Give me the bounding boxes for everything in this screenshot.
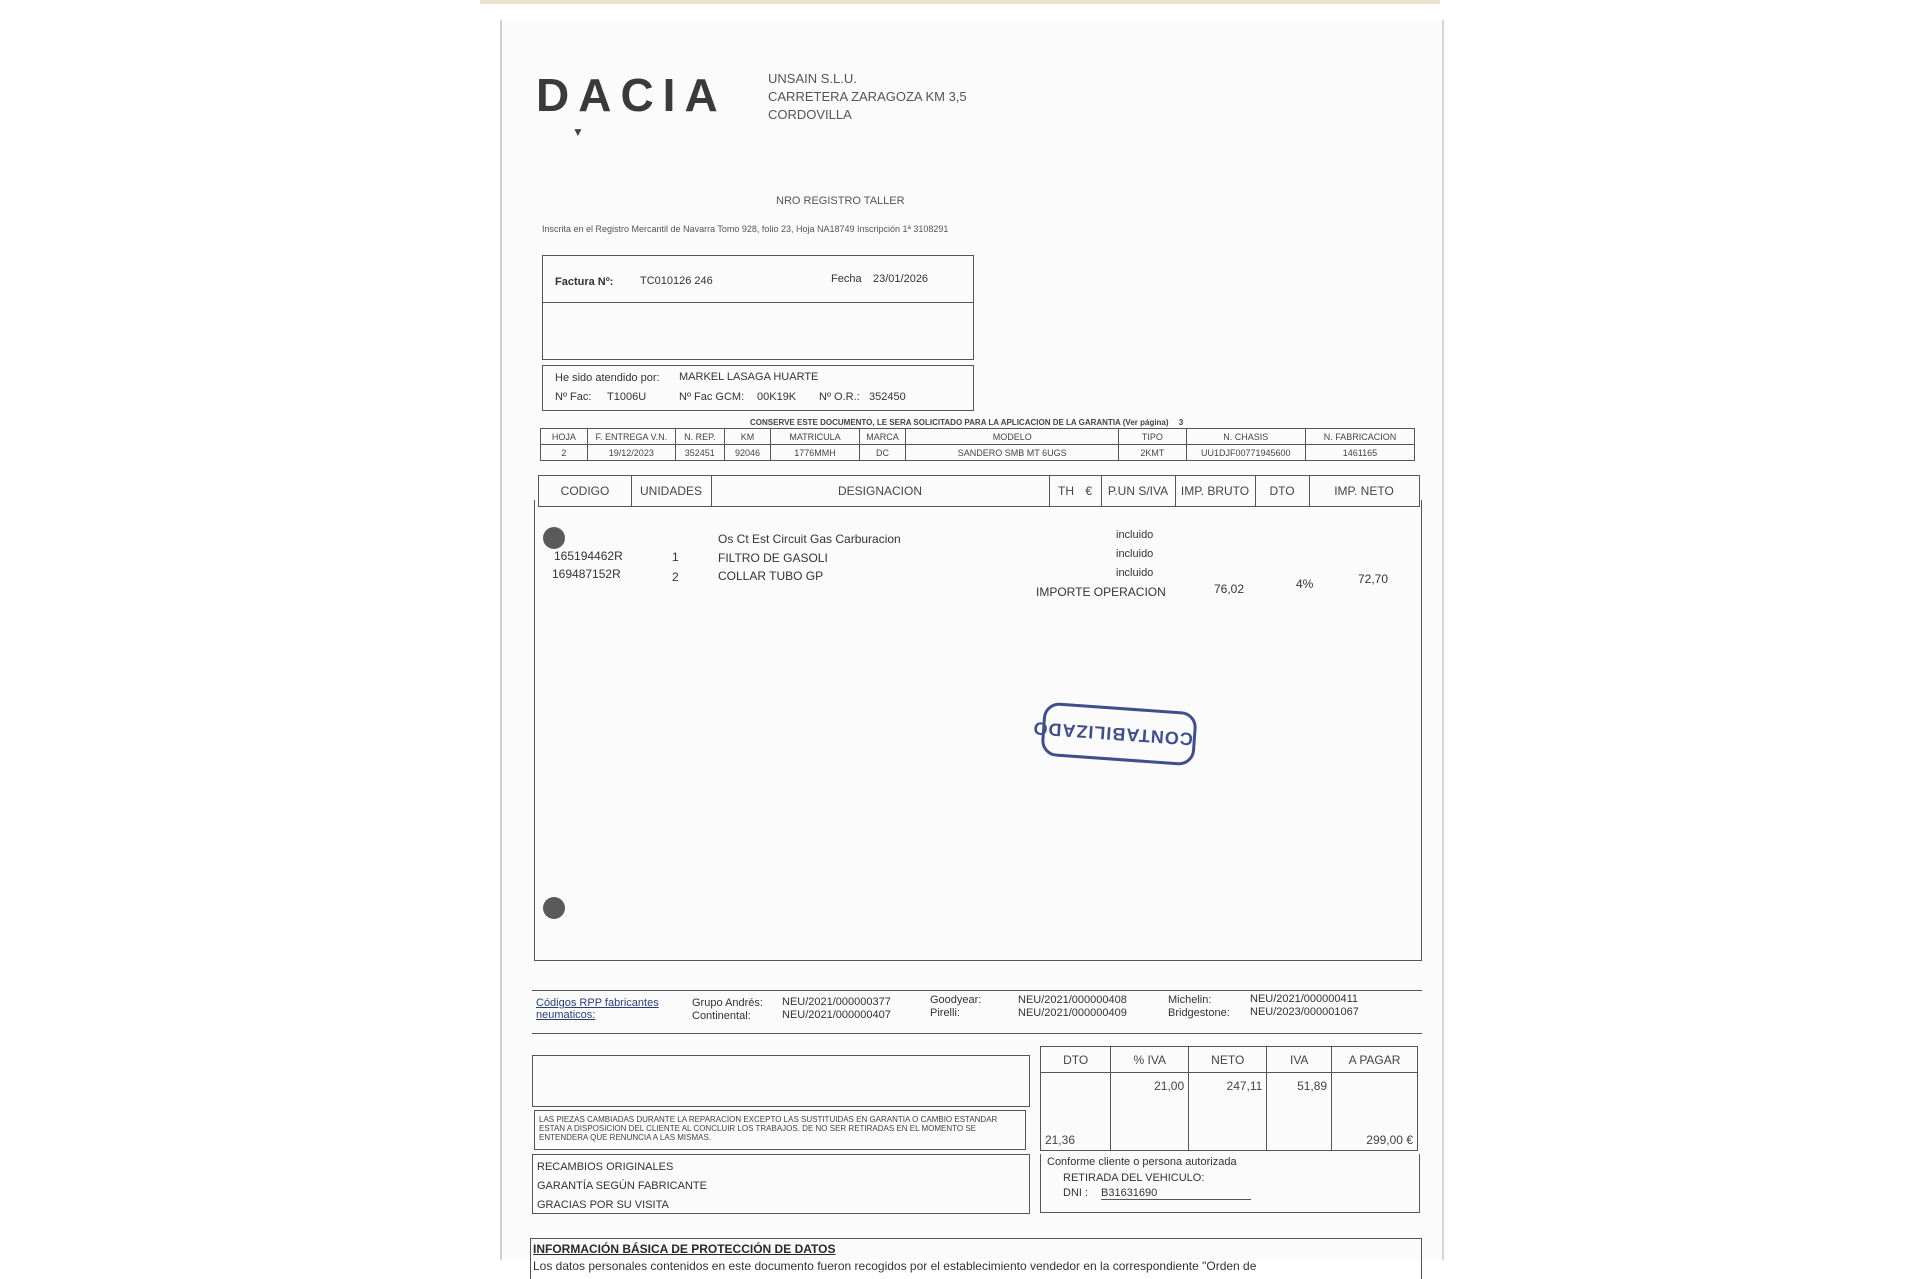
rpp-code: NEU/2021/000000407 xyxy=(782,1009,891,1021)
vehicle-cell: 92046 xyxy=(724,445,771,461)
totals-iva: 51,89 xyxy=(1267,1073,1332,1151)
dealer-address xyxy=(768,70,967,124)
col-currency: € xyxy=(1085,484,1093,498)
items-area xyxy=(534,500,1422,961)
vehicle-header-cell: HOJA xyxy=(541,429,588,445)
totals-header: % IVA xyxy=(1111,1047,1189,1073)
vehicle-cell: UU1DJF00771945600 xyxy=(1186,445,1305,461)
col-codigo: CODIGO xyxy=(539,476,632,506)
item-code: 169487152R xyxy=(552,567,621,581)
conforme-box xyxy=(1040,1154,1420,1213)
registry-title: NRO REGISTRO TALLER xyxy=(776,195,905,207)
item-units: 2 xyxy=(672,570,679,584)
address-line: CARRETERA ZARAGOZA KM 3,5 xyxy=(768,89,967,104)
rpp-code: NEU/2023/000001067 xyxy=(1250,1006,1359,1018)
customer-box xyxy=(542,302,974,360)
col-neto: IMP. NETO xyxy=(1334,484,1394,498)
totals-table xyxy=(1040,1046,1418,1151)
item-code: 165194462R xyxy=(554,549,623,563)
vehicle-header-cell: KM xyxy=(724,429,771,445)
invoice-page xyxy=(500,20,1444,1273)
conforme-dni: B31631690 xyxy=(1101,1187,1251,1200)
rpp-brand: Michelin: xyxy=(1168,994,1212,1006)
vehicle-table xyxy=(540,428,1415,461)
paper-top-edge xyxy=(480,0,1440,4)
rpp-title: Códigos RPP fabricantes neumaticos: xyxy=(536,997,659,1021)
totals-dto: 21,36 xyxy=(1041,1073,1111,1151)
notice-box xyxy=(534,1110,1026,1150)
privacy-box xyxy=(530,1238,1422,1279)
punch-hole-icon xyxy=(543,897,565,919)
vehicle-header-cell: MODELO xyxy=(906,429,1119,445)
nfac-value: T1006U xyxy=(607,391,647,403)
operation-dto: 4% xyxy=(1296,577,1314,591)
col-dto: DTO xyxy=(1255,476,1310,506)
operation-bruto: 76,02 xyxy=(1214,582,1245,596)
footer-line: GARANTÍA SEGÚN FABRICANTE xyxy=(537,1180,707,1192)
rpp-brand: Goodyear: xyxy=(930,994,982,1006)
footer-line: GRACIAS POR SU VISITA xyxy=(537,1199,669,1211)
rpp-code: NEU/2021/000000408 xyxy=(1018,994,1127,1006)
warranty-note xyxy=(750,418,1183,427)
rpp-codes xyxy=(532,990,1422,1034)
vehicle-header-cell: N. FABRICACION xyxy=(1305,429,1414,445)
address-line: UNSAIN S.L.U. xyxy=(768,71,857,86)
dacia-logo: DACIA xyxy=(536,69,727,121)
operation-neto: 72,70 xyxy=(1357,572,1388,586)
rpp-brand: Pirelli: xyxy=(930,1007,960,1019)
totals-value-row xyxy=(1041,1073,1418,1151)
registry-text: Inscrita en el Registro Mercantil de Navarra Tomo 928, folio 23, Hoja NA18749 Inscripción 1ª 3108291 xyxy=(542,224,949,234)
vehicle-header-cell: MARCA xyxy=(859,429,906,445)
nfac-label: Nº Fac: xyxy=(555,391,592,403)
item-price: incluido xyxy=(1116,529,1154,541)
nor-value: 352450 xyxy=(869,391,906,403)
totals-header: IVA xyxy=(1267,1047,1332,1073)
vehicle-cell: DC xyxy=(859,445,906,461)
conforme-dni-label: DNI : xyxy=(1063,1187,1089,1199)
attended-box xyxy=(542,365,974,411)
rpp-code: NEU/2021/000000377 xyxy=(782,996,891,1008)
vehicle-cell: 1776MMH xyxy=(771,445,859,461)
vehicle-cell: SANDERO SMB MT 6UGS xyxy=(906,445,1119,461)
item-desc: FILTRO DE GASOLI xyxy=(718,551,828,565)
col-unidades: UNIDADES xyxy=(631,476,712,506)
invoice-number: TC010126 246 xyxy=(640,275,713,287)
item-desc: Os Ct Est Circuit Gas Carburacion xyxy=(718,532,901,546)
attended-name: MARKEL LASAGA HUARTE xyxy=(679,371,819,383)
parts-notice: LAS PIEZAS CAMBIADAS DURANTE LA REPARACION EXCEPTO LAS SUSTITUIDAS EN GARANTIA O CAMBIO ESTANDAR ESTAN A DISPOSICION DEL CLIENTE AL CONCLUIR LOS TRABAJOS. DE NO SER RETIRADAS EN EL MOMENTO SE ENTENDERA QUE RENUNCIA A LAS MISMAS. xyxy=(539,1115,998,1142)
nfac-gcm-label: Nº Fac GCM: xyxy=(679,391,745,403)
vehicle-header-cell: TIPO xyxy=(1119,429,1186,445)
totals-header: A PAGAR xyxy=(1332,1047,1418,1073)
privacy-text: Los datos personales contenidos en este documento fueron recogidos por el establecimiento vendedor en la correspondiente "Orden de xyxy=(533,1259,1257,1273)
totals-pct-iva: 21,00 xyxy=(1111,1073,1189,1151)
observations-box xyxy=(532,1055,1030,1107)
rpp-brand: Continental: xyxy=(692,1010,751,1022)
rpp-brand: Bridgestone: xyxy=(1168,1007,1230,1019)
totals-header-row xyxy=(1041,1047,1418,1073)
invoice-date: 23/01/2026 xyxy=(873,273,929,285)
totals-header: DTO xyxy=(1041,1047,1111,1073)
logo-mark-icon: ▼ xyxy=(572,125,584,139)
vehicle-header-cell: MATRICULA xyxy=(771,429,859,445)
vehicle-header-row xyxy=(541,429,1415,445)
vehicle-cell: 352451 xyxy=(675,445,724,461)
item-price: incluido xyxy=(1116,548,1154,560)
nfac-gcm-value: 00K19K xyxy=(757,391,797,403)
vehicle-value-row xyxy=(541,445,1415,461)
item-desc: COLLAR TUBO GP xyxy=(718,569,824,583)
col-bruto: IMP. BRUTO xyxy=(1175,476,1256,506)
operation-label: IMPORTE OPERACION xyxy=(1036,585,1166,599)
address-line: CORDOVILLA xyxy=(768,107,852,122)
vehicle-cell: 1461165 xyxy=(1305,445,1414,461)
warranty-page: 3 xyxy=(1178,418,1184,427)
nor-label: Nº O.R.: xyxy=(819,391,860,403)
totals-header: NETO xyxy=(1189,1047,1267,1073)
invoice-date-label: Fecha xyxy=(831,273,862,285)
col-pun: P.UN S/IVA xyxy=(1101,476,1176,506)
contabilizado-stamp: CONTABILIZADO xyxy=(1040,702,1197,767)
vehicle-cell: 19/12/2023 xyxy=(587,445,675,461)
col-designacion: DESIGNACION xyxy=(711,476,1050,506)
attended-label: He sido atendido por: xyxy=(555,372,660,384)
item-price: incluido xyxy=(1116,567,1154,579)
punch-hole-icon xyxy=(543,527,565,549)
vehicle-header-cell: N. REP. xyxy=(675,429,724,445)
privacy-title: INFORMACIÓN BÁSICA DE PROTECCIÓN DE DATOS xyxy=(533,1242,836,1256)
conforme-retirada: RETIRADA DEL VEHICULO: xyxy=(1063,1172,1205,1184)
rpp-code: NEU/2021/000000411 xyxy=(1250,993,1359,1005)
col-th-label: TH xyxy=(1057,484,1074,498)
footer-line: RECAMBIOS ORIGINALES xyxy=(537,1161,674,1173)
conforme-title: Conforme cliente o persona autorizada xyxy=(1047,1156,1237,1168)
warranty-note-text: CONSERVE ESTE DOCUMENTO, LE SERA SOLICITADO PARA LA APLICACION DE LA GARANTIA (Ver página) xyxy=(750,418,1169,427)
invoice-number-box xyxy=(542,255,974,303)
rpp-brand: Grupo Andrés: xyxy=(692,997,763,1009)
vehicle-cell: 2KMT xyxy=(1119,445,1186,461)
rpp-code: NEU/2021/000000409 xyxy=(1018,1007,1127,1019)
item-units: 1 xyxy=(672,550,679,564)
vehicle-header-cell: F. ENTREGA V.N. xyxy=(587,429,675,445)
vehicle-cell: 2 xyxy=(541,445,588,461)
totals-a-pagar: 299,00 € xyxy=(1332,1073,1418,1151)
invoice-number-label: Factura Nº: xyxy=(555,276,614,288)
footer-lines-box xyxy=(532,1154,1030,1214)
totals-neto: 247,11 xyxy=(1189,1073,1267,1151)
vehicle-header-cell: N. CHASIS xyxy=(1186,429,1305,445)
